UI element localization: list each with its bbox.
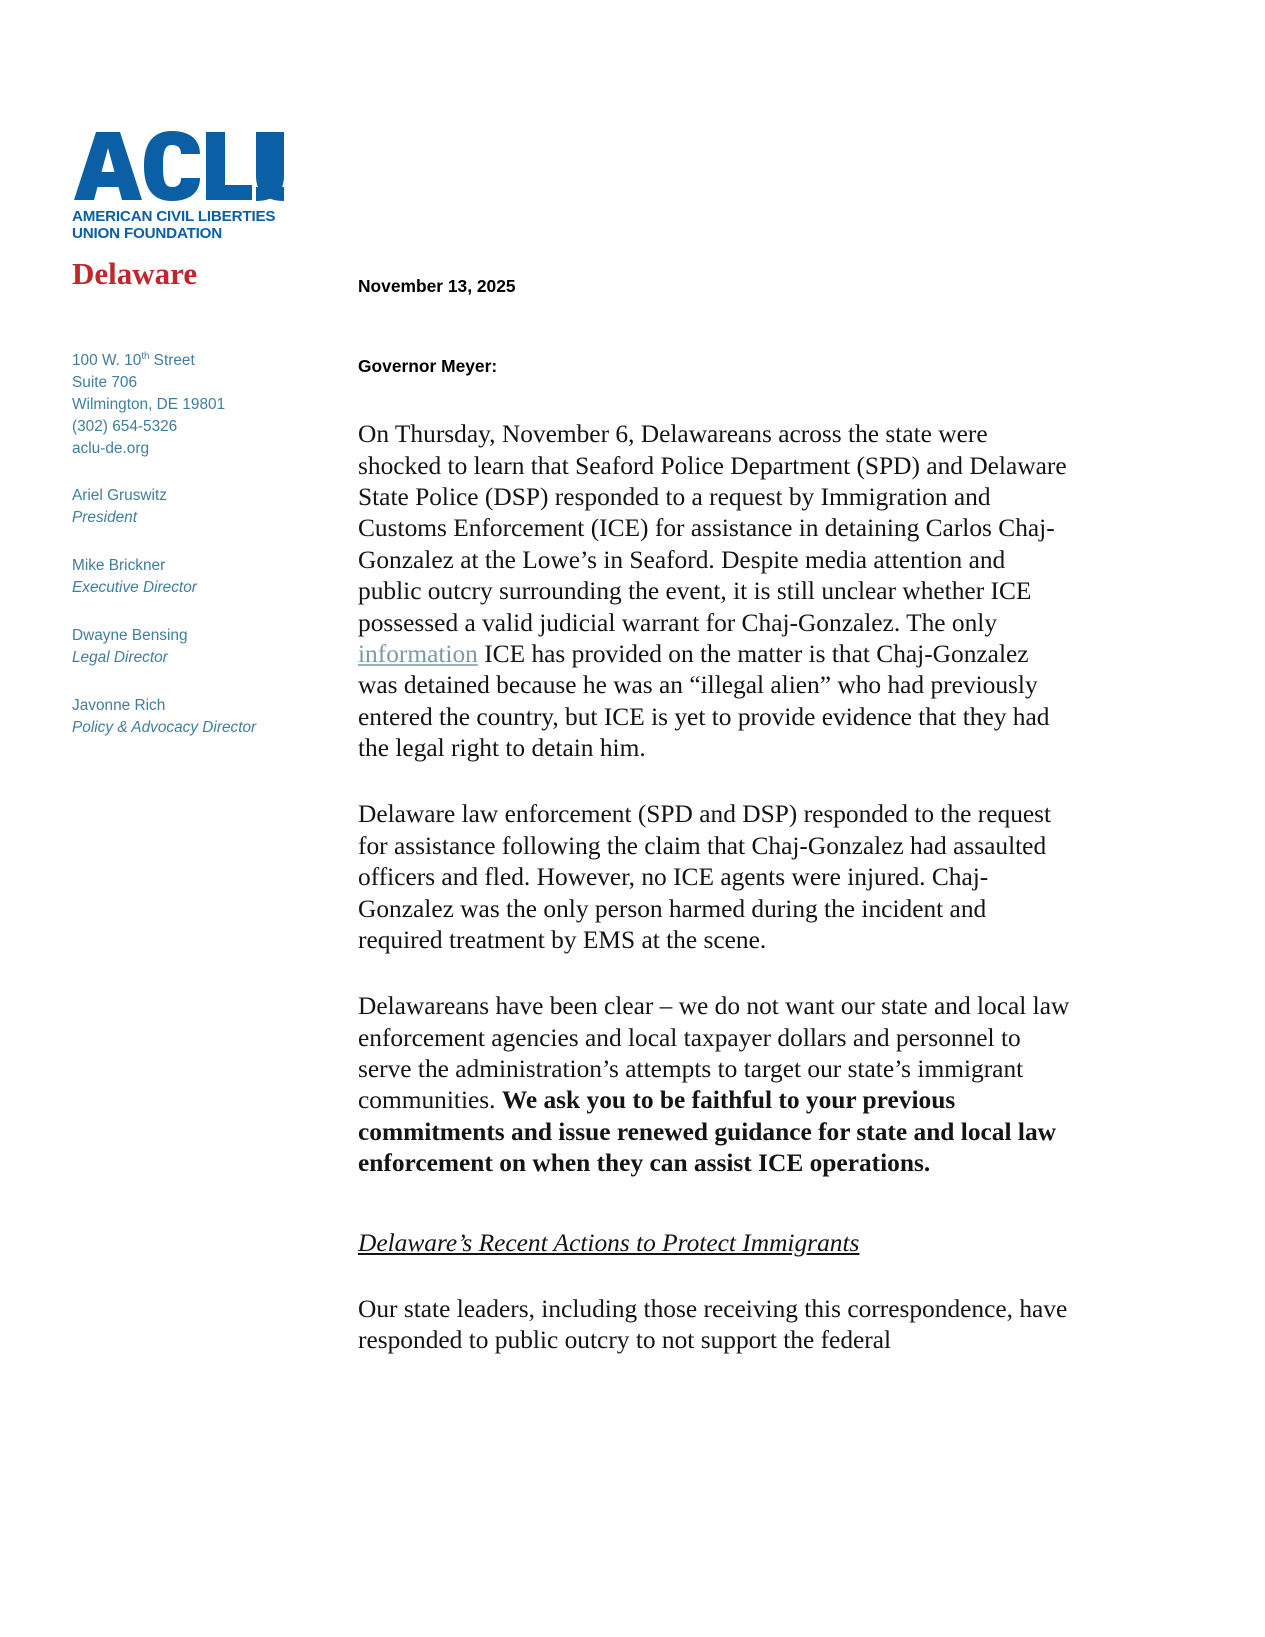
- address-city-state-zip: Wilmington, DE 19801: [72, 395, 226, 413]
- paragraph-4: Our state leaders, including those receiving this correspondence, have responded to public outcry to not support the federal: [358, 1294, 1068, 1355]
- staff-entry-policy-advocacy-director: [72, 695, 322, 739]
- paragraph-3-emphasized-request: We ask you to be faithful to your previous commitments and issue renewed guidance for state and local law enforcement on when they can assist ICE operations.: [358, 1086, 1056, 1178]
- paragraph-1-text-before-link: On Thursday, November 6, Delawareans across the state were shocked to learn that Seaford Police Department (SPD) and Delaware State Police (DSP) responded to a request by Immigration and Customs Enforcement (ICE) for assistance in detaining Carlos Chaj-Gonzalez at the Lowe’s in Seaford. Despite media attention and public outcry surrounding the event, it is still unclear whether ICE possessed a valid judicial warrant for Chaj-Gonzalez. The only: [358, 420, 1067, 637]
- letter-salutation: Governor Meyer:: [358, 355, 498, 376]
- address-street: 100 W. 10th Street: [72, 350, 195, 370]
- staff-title: Policy & Advocacy Director: [72, 718, 257, 736]
- address-suite: Suite 706: [72, 373, 138, 391]
- letter-body: [358, 275, 1073, 1382]
- paragraph-1-text-after-link: ICE has provided on the matter is that Chaj-Gonzalez was detained because he was an “illegal alien” who had previously entered the country, but ICE is yet to provide evidence that they had the legal right to detain him.: [358, 639, 1050, 762]
- paragraph-2: Delaware law enforcement (SPD and DSP) responded to the request for assistance following the claim that Chaj-Gonzalez had assaulted officers and fled. However, no ICE agents were injured. Chaj-Gonzalez was the only person harmed during the incident and required treatment by EMS at the scene.: [358, 800, 1052, 954]
- paragraph-3: [358, 991, 1073, 1179]
- staff-name: Dwayne Bensing: [72, 626, 188, 644]
- staff-title: President: [72, 509, 138, 527]
- staff-entry-executive-director: [72, 555, 322, 599]
- paragraph-3-normal-text: Delawareans have been clear – we do not want our state and local law enforcement agencies and local taxpayer dollars and personnel to serve the administration’s attempts to target our state’s immigrant communities.: [358, 992, 1070, 1115]
- section-heading-recent-actions: Delaware’s Recent Actions to Protect Immigrants: [358, 1228, 860, 1257]
- staff-name: Ariel Gruswitz: [72, 487, 167, 505]
- staff-title: Legal Director: [72, 648, 168, 666]
- website-url[interactable]: aclu-de.org: [72, 439, 149, 457]
- aclu-wordmark-icon: [72, 130, 284, 202]
- letterhead-sidebar: [72, 130, 322, 738]
- staff-name: Mike Brickner: [72, 557, 166, 575]
- staff-entry-president: [72, 485, 322, 529]
- contact-info: [72, 350, 322, 459]
- delaware-affiliate-wordmark-icon: [72, 258, 238, 292]
- staff-entry-legal-director: [72, 625, 322, 669]
- paragraph-1: [358, 419, 1073, 764]
- phone-number[interactable]: (302) 654-5326: [72, 417, 178, 435]
- svg-text:Delaware: Delaware: [72, 258, 198, 292]
- information-link[interactable]: information: [358, 639, 478, 668]
- letter-date: November 13, 2025: [358, 276, 516, 296]
- staff-title: Executive Director: [72, 579, 197, 597]
- aclu-foundation-name: AMERICAN CIVIL LIBERTIES UNION FOUNDATION: [72, 208, 276, 243]
- staff-name: Javonne Rich: [72, 696, 166, 714]
- aclu-logo: [72, 130, 294, 292]
